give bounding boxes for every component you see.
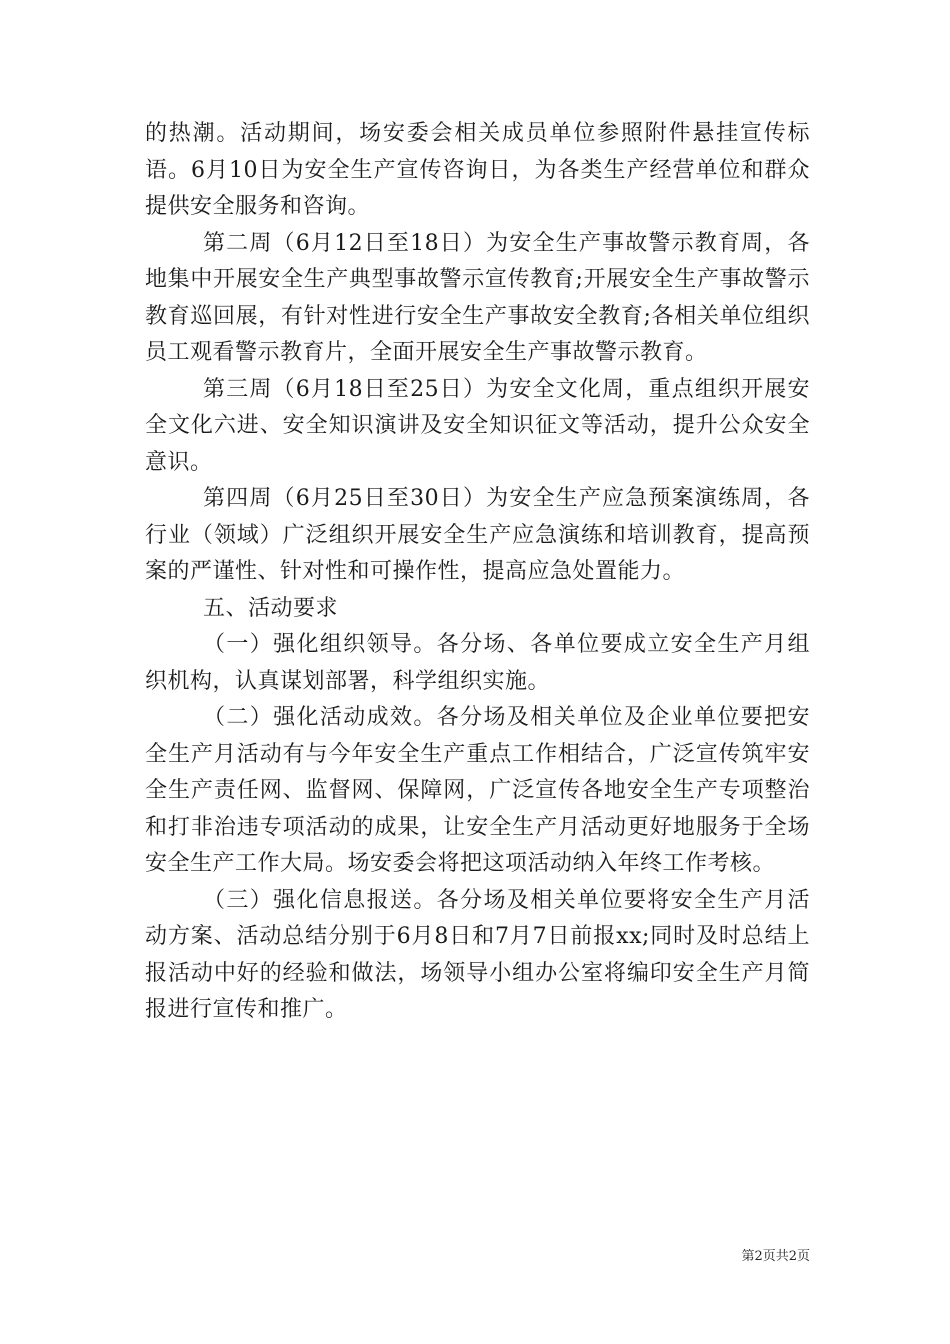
document-body — [145, 116, 810, 1029]
paragraph-week-four: 第四周（6月25日至30日）为安全生产应急预案演练周，各行业（领域）广泛组织开展安全生产应急演练和培训教育，提高预案的严谨性、针对性和可操作性，提高应急处置能力。 — [145, 486, 810, 584]
paragraph-week-two: 第二周（6月12日至18日）为安全生产事故警示教育周，各地集中开展安全生产典型事故警示宣传教育;开展安全生产事故警示教育巡回展，有针对性进行安全生产事故安全教育;各相关单位组织员工观看警示教育片，全面开展安全生产事故警示教育。 — [145, 230, 810, 365]
paragraph-requirement-three: （三）强化信息报送。各分场及相关单位要将安全生产月活动方案、活动总结分别于6月8日和7月7日前报xx;同时及时总结上报活动中好的经验和做法，场领导小组办公室将编印安全生产月简报进行宣传和推广。 — [145, 887, 810, 1022]
page-number-footer: 第2页共2页 — [741, 1249, 810, 1264]
paragraph-requirement-one: （一）强化组织领导。各分场、各单位要成立安全生产月组织机构，认真谋划部署，科学组织实施。 — [145, 632, 810, 694]
paragraph-week-three: 第三周（6月18日至25日）为安全文化周，重点组织开展安全文化六进、安全知识演讲及安全知识征文等活动，提升公众安全意识。 — [145, 376, 810, 475]
section-heading-requirements: 五、活动要求 — [203, 595, 339, 621]
paragraph-requirement-two: （二）强化活动成效。各分场及相关单位及企业单位要把安全生产月活动有与今年安全生产重点工作相结合，广泛宣传筑牢安全生产责任网、监督网、保障网，广泛宣传各地安全生产专项整治和打非治违专项活动的成果，让安全生产月活动更好地服务于全场安全生产工作大局。场安委会将把这项活动纳入年终工作考核。 — [145, 705, 810, 876]
paragraph-continuation: 的热潮。活动期间，场安委会相关成员单位参照附件悬挂宣传标语。6月10日为安全生产宣传咨询日，为各类生产经营单位和群众提供安全服务和咨询。 — [145, 121, 810, 219]
